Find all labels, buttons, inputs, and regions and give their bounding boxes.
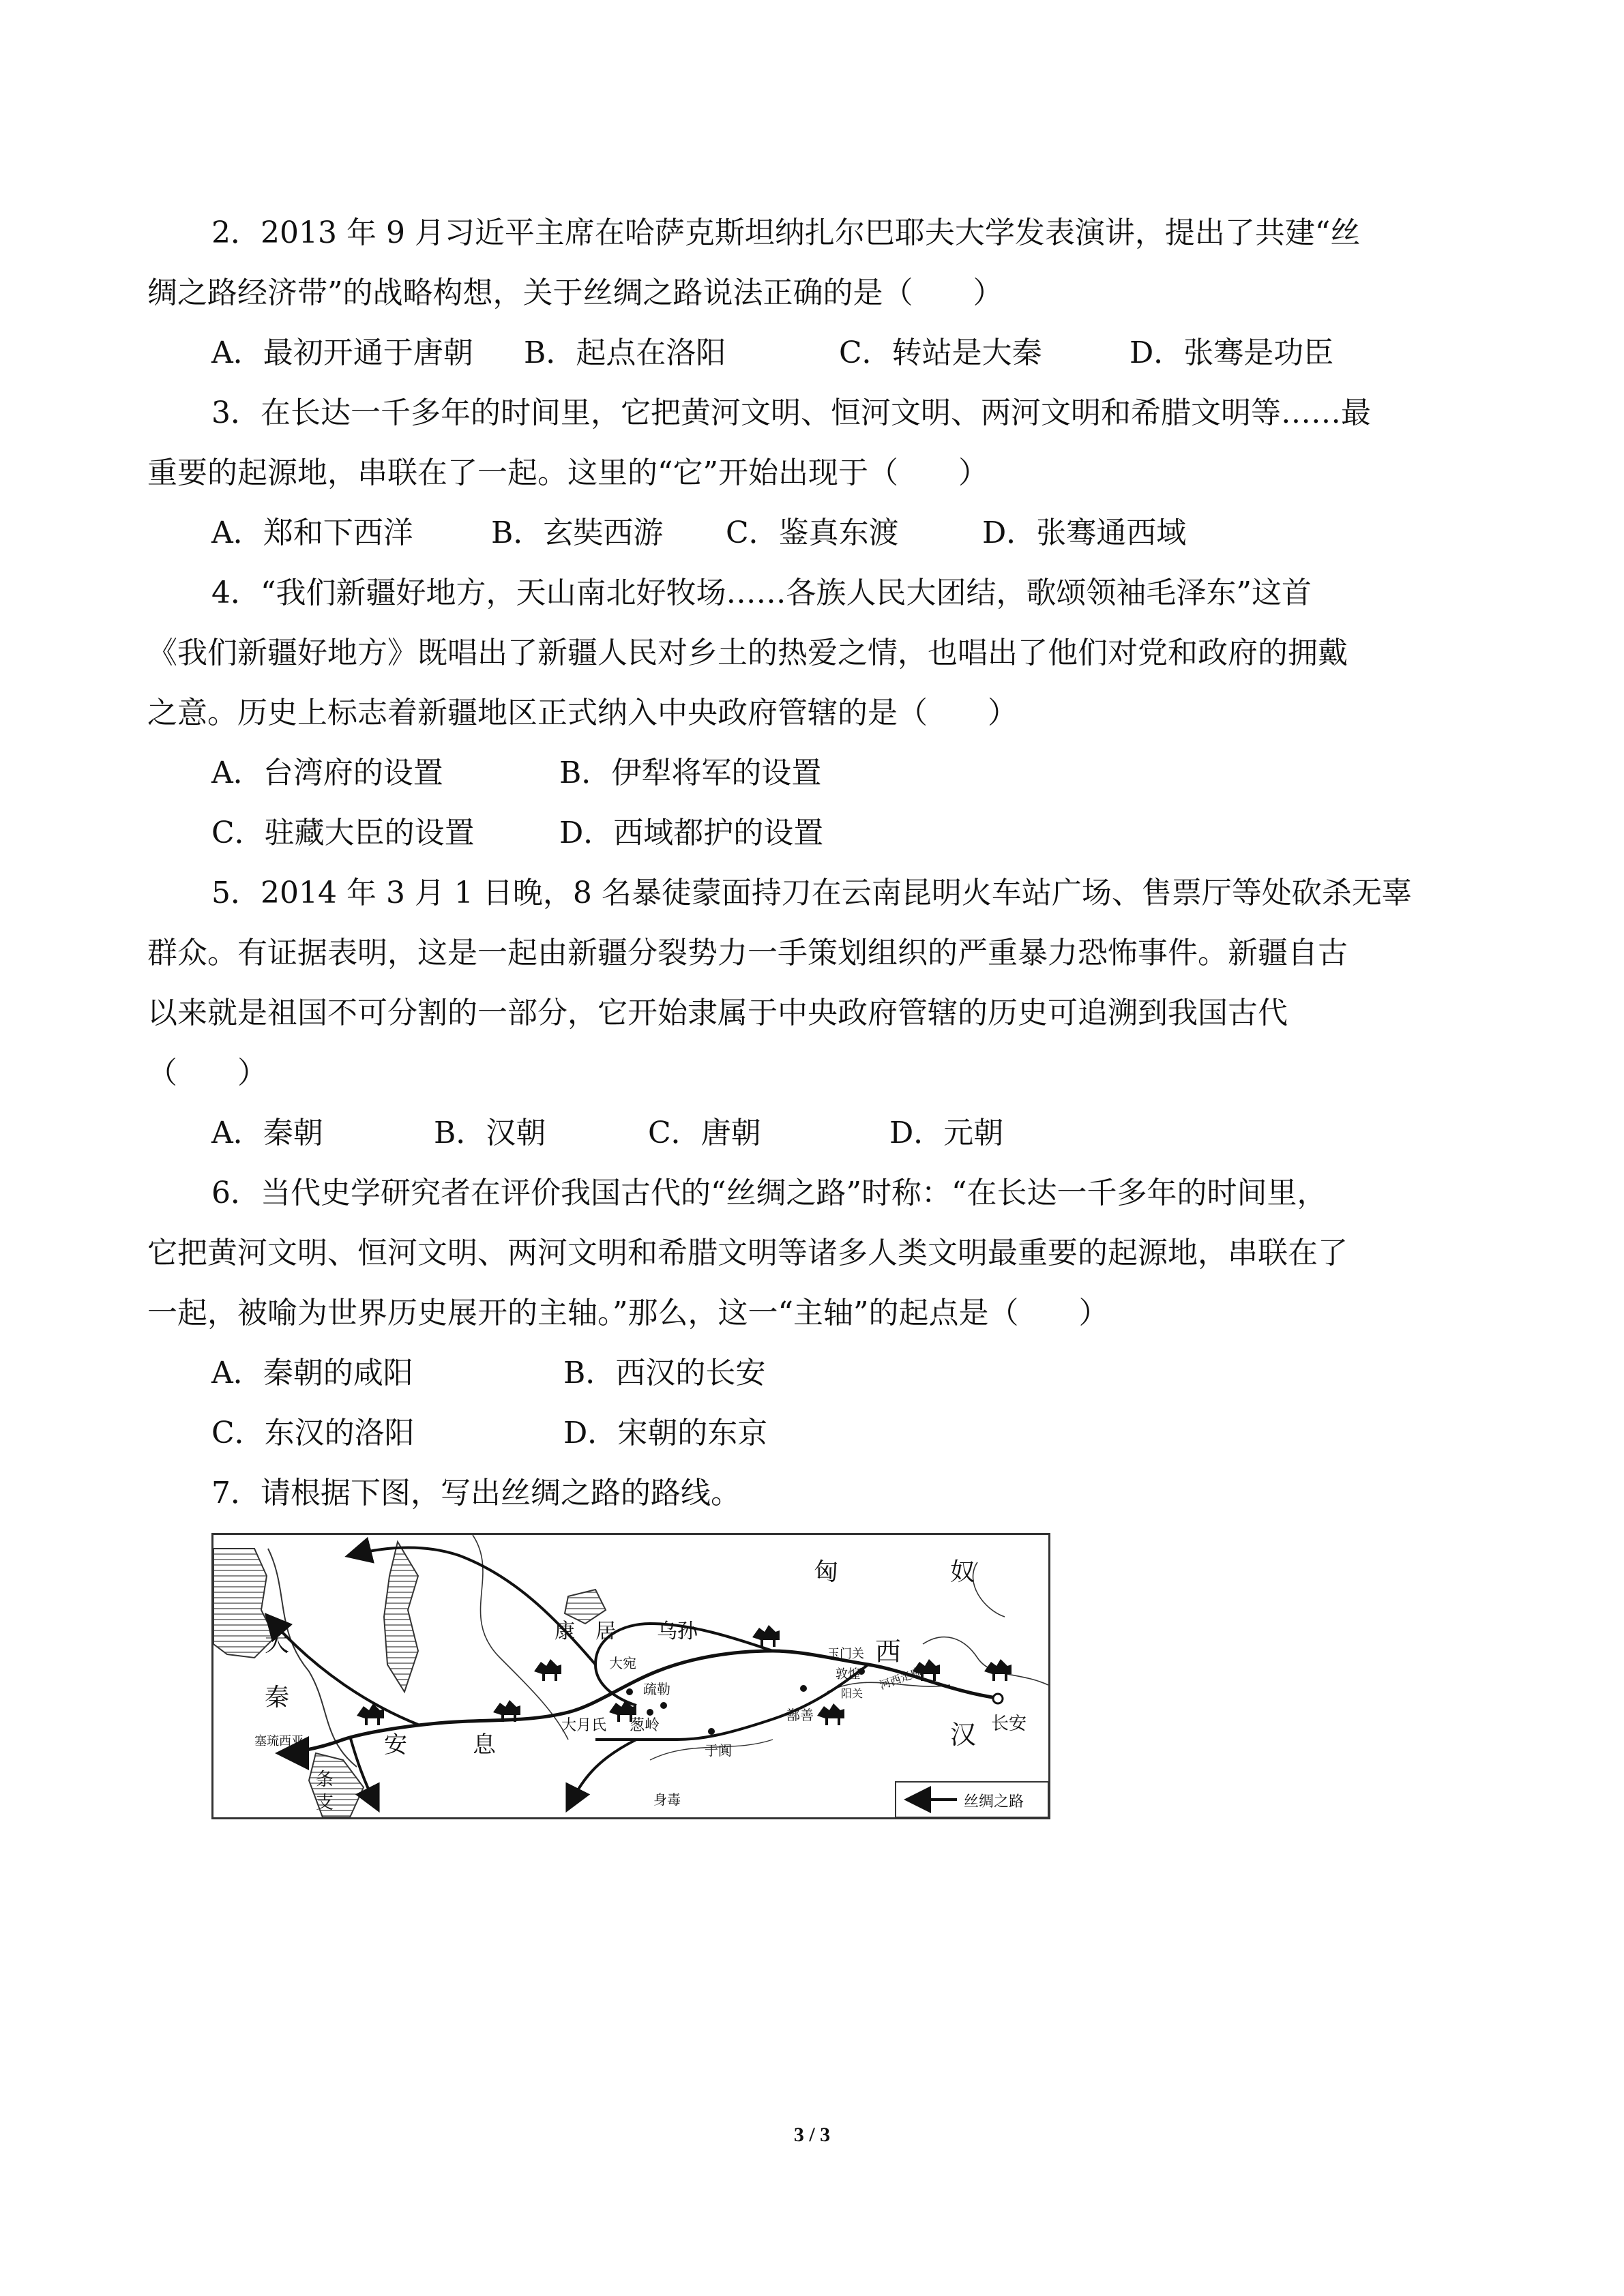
label-shendu: 身毒 [653,1791,681,1808]
q2-option-b: B．起点在洛阳 [524,336,726,370]
q2-option-a: A．最初开通于唐朝 [211,336,473,370]
label-xi2: 息 [473,1731,496,1759]
q6-option-a: A．秦朝的咸阳 [211,1356,413,1390]
q4-option-a: A．台湾府的设置 [211,756,443,790]
q6-option-b: B．西汉的长安 [563,1356,766,1390]
caspian-sea [384,1542,418,1692]
q7-line-1: 7．请根据下图，写出丝绸之路的路线。 [211,1476,741,1510]
q2-option-c: C．转站是大秦 [839,336,1042,370]
q6-option-c: C．东汉的洛阳 [211,1416,415,1450]
q6-line-1: 6．当代史学研究者在评价我国古代的“丝绸之路”时称：“在长达一千多年的时间里， [211,1176,1327,1210]
silk-road-map [211,1533,1050,1819]
label-yutian: 于阗 [705,1742,732,1759]
q5-option-a: A．秦朝 [211,1116,323,1150]
q3-line-2: 重要的起源地，串联在了一起。这里的“它”开始出现于（ ） [147,456,988,490]
q5-line-3: 以来就是祖国不可分割的一部分，它开始隶属于中央政府管辖的历史可追溯到我国古代 [147,996,1288,1030]
label-tiao: 条 [316,1770,334,1790]
label-zhi: 支 [316,1793,334,1813]
q4-option-d: D．西域都护的设置 [559,816,824,850]
label-xi: 西 [875,1637,902,1667]
q4-line-3: 之意。历史上标志着新疆地区正式纳入中央政府管辖的是（ ） [147,696,1018,730]
q3-option-d: D．张骞通西域 [982,516,1187,550]
q2-option-d: D．张骞是功臣 [1130,336,1334,370]
q5-line-4: （ ） [147,1056,267,1090]
q5-option-d: D．元朝 [889,1116,1004,1150]
label-yumenguan: 玉门关 [827,1647,864,1661]
label-dayuezhi: 大月氏 [561,1717,607,1734]
q4-option-c: C．驻藏大臣的设置 [211,816,475,850]
label-dunhuang: 敦煌 [836,1667,860,1682]
q3-option-a: A．郑和下西洋 [211,516,413,550]
label-han: 汉 [950,1720,977,1750]
q6-line-3: 一起，被喻为世界历史展开的主轴。”那么，这一“主轴”的起点是（ ） [147,1296,1109,1330]
label-xiongnu-2: 奴 [950,1558,975,1586]
label-congling: 葱岭 [630,1717,660,1734]
q4-line-1: 4．“我们新疆好地方，天山南北好牧场……各族人民大团结，歌颂领袖毛泽东”这首 [211,576,1312,610]
q3-option-c: C．鉴真东渡 [726,516,899,550]
q5-option-b: B．汉朝 [434,1116,546,1150]
label-kang: 康 [555,1620,575,1643]
legend-silk-road: 丝绸之路 [964,1793,1024,1810]
label-shule: 疏勒 [643,1681,670,1697]
q4-line-2: 《我们新疆好地方》既唱出了新疆人民对乡土的热爱之情，也唱出了他们对党和政府的拥戴 [147,636,1348,670]
label-yangguan: 阳关 [841,1687,863,1700]
q5-option-c: C．唐朝 [648,1116,761,1150]
label-an: 安 [384,1731,407,1759]
label-wusun: 乌孙 [657,1620,698,1643]
q5-line-1: 5．2014 年 3 月 1 日晚，8 名暴徒蒙面持刀在云南昆明火车站广场、售票厅等处砍杀无辜 [211,876,1412,910]
q6-line-2: 它把黄河文明、恒河文明、两河文明和希腊文明等诸多人类文明最重要的起源地，串联在了 [147,1236,1348,1270]
q2-line-2: 绸之路经济带”的战略构想，关于丝绸之路说法正确的是（ ） [147,275,1003,310]
q5-line-2: 群众。有证据表明，这是一起由新疆分裂势力一手策划组织的严重暴力恐怖事件。新疆自古 [147,936,1348,970]
label-shanshan: 鄯善 [786,1707,814,1723]
label-qin: 秦 [265,1684,290,1712]
q3-option-b: B．玄奘西游 [491,516,664,550]
label-xiongnu-1: 匈 [814,1558,839,1586]
q6-option-d: D．宋朝的东京 [563,1416,768,1450]
label-dawan: 大宛 [609,1655,636,1671]
label-changan: 长安 [991,1714,1027,1734]
label-ju: 居 [595,1620,616,1643]
label-saileixiya: 塞琉西亚 [254,1734,304,1748]
q2-line-1: 2．2013 年 9 月习近平主席在哈萨克斯坦纳扎尔巴耶夫大学发表演讲，提出了共建“丝 [211,215,1361,250]
q3-line-1: 3．在长达一千多年的时间里，它把黄河文明、恒河文明、两河文明和希腊文明等……最 [211,396,1371,430]
q4-option-b: B．伊犁将军的设置 [559,756,822,790]
page-number: 3 / 3 [793,2123,831,2146]
label-hexizoulang: 河西走廊 [878,1665,924,1693]
label-da: 大 [265,1629,290,1657]
